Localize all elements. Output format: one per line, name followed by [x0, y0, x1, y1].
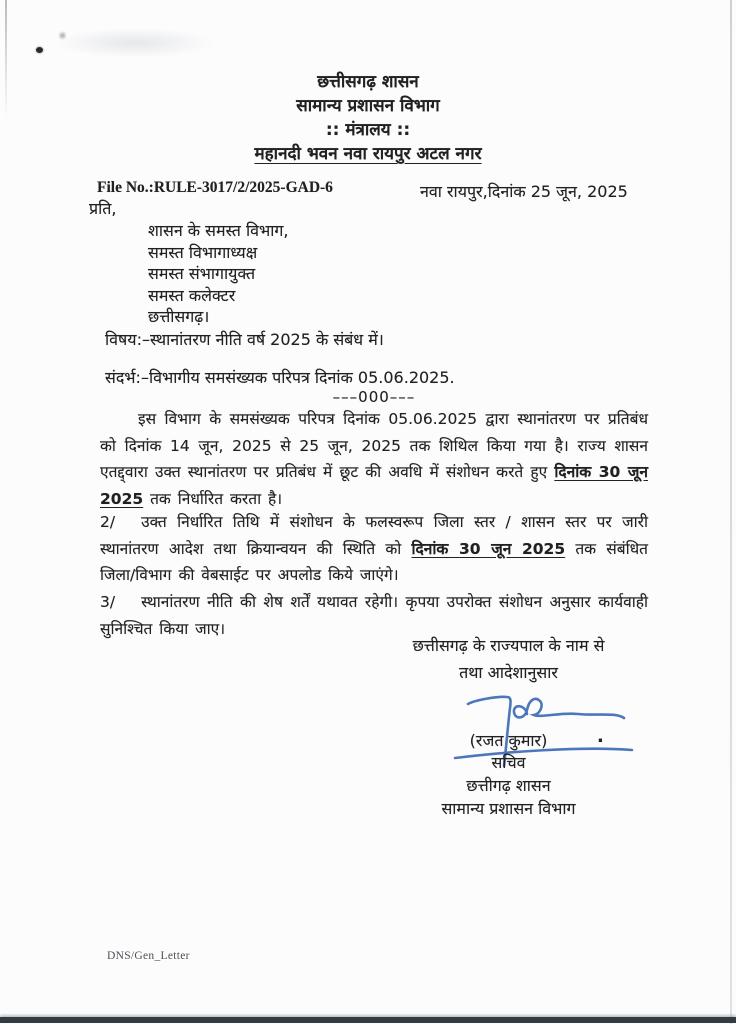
scan-smudge — [55, 28, 215, 58]
addressee-item: समस्त संभागायुक्त — [148, 264, 256, 283]
addressee-item: शासन के समस्त विभाग, — [148, 221, 289, 240]
ink-dot-artifact — [36, 47, 43, 53]
paragraph-3-text: स्थानांतरण नीति की शेष शर्तें यथावत रहेगी। कृपया उपरोक्त संशोधन अनुसार कार्यवाही सुनिश्चित किया जाए। — [100, 593, 648, 638]
addressee-item: समस्त कलेक्टर — [148, 285, 236, 305]
letterhead — [0, 70, 736, 166]
paragraph-1-text-end: तक निर्धारित करता है। — [143, 489, 283, 508]
paragraph-2-text: उक्त निर्धारित तिथि में संशोधन के फलस्वरूप जिला स्तर / शासन स्तर पर जारी स्थानांतरण आदेश तथा क्रियान्वयन की स्थिति को — [100, 513, 648, 558]
paragraph-3-number: 3/ — [100, 593, 116, 611]
footer-document-code: DNS/Gen_Letter — [107, 950, 190, 962]
paragraph-2-number: 2/ — [100, 513, 116, 531]
addressee-item: छत्तीसगढ़। — [148, 307, 210, 326]
paragraph-1-highlight-date: दिनांक 30 जून 2025 — [100, 463, 648, 508]
paragraph-1 — [100, 406, 648, 512]
signatory-period: . — [597, 726, 604, 747]
addressee-item: समस्त विभागाध्यक्ष — [148, 242, 258, 262]
signatory-dept: सामान्य प्रशासन विभाग — [441, 799, 576, 818]
letterhead-dept: सामान्य प्रशासन विभाग — [296, 96, 440, 116]
signatory-org: छत्तीगढ़ शासन — [466, 776, 551, 795]
file-number: File No.:RULE-3017/2/2025-GAD-6 — [97, 179, 333, 196]
paragraph-2-highlight-date: दिनांक 30 जून 2025 — [411, 539, 566, 558]
scan-smudge-mark — [58, 31, 67, 40]
signatory-designation: सचिव — [491, 753, 526, 772]
scan-bottom-edge — [0, 1017, 736, 1023]
salutation: प्रति, — [89, 199, 117, 218]
paragraph-2 — [100, 509, 648, 589]
subject-line: विषय:–स्थानांतरण नीति वर्ष 2025 के संबंध में। — [105, 330, 384, 349]
section-divider: –––000––– — [332, 388, 416, 406]
signatory-name: (रजत कुमार) — [469, 731, 548, 750]
authority-line-2: तथा आदेशानुसार — [459, 663, 558, 682]
letterhead-ministry: :: मंत्रालय :: — [325, 120, 411, 140]
paragraph-1-text: इस विभाग के समसंख्यक परिपत्र दिनांक 05.06.2025 द्वारा स्थानांतरण पर प्रतिबंध को दिनांक 14 जून, 2025 से 25 जून, 2025 तक शिथिल किया गया है। राज्य शासन एतद्द्वारा उक्त स्थानांतरण पर प्रतिबंध में छूट की अवधि में संशोधन करते हुए — [100, 410, 648, 481]
letterhead-address: महानदी भवन नवा रायपुर अटल नगर — [254, 144, 482, 164]
addressee-list — [148, 220, 289, 328]
paragraph-2-text-end: तक संबंधित जिला/विभाग की वेबसाईट पर अपलोड किये जाएंगे। — [100, 539, 648, 584]
letterhead-org: छत्तीसगढ़ शासन — [317, 72, 419, 92]
place-date: नवा रायपुर,दिनांक 25 जून, 2025 — [420, 182, 628, 201]
authority-block — [390, 632, 627, 686]
reference-line: संदर्भ:–विभागीय समसंख्यक परिपत्र दिनांक 05.06.2025. — [105, 368, 455, 387]
authority-line-1: छत्तीसगढ़ के राज्यपाल के नाम से — [412, 636, 605, 655]
